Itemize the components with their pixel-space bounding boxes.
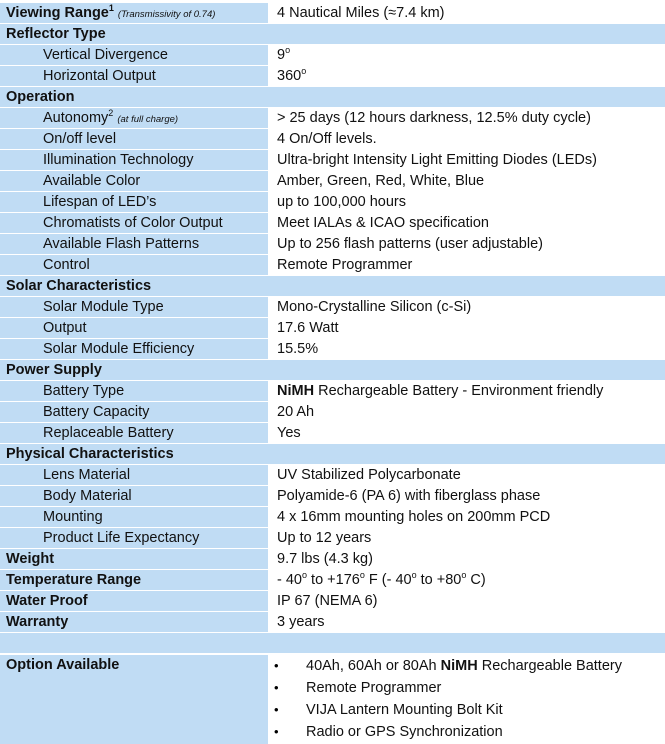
body-material-row: Body Material Polyamide-6 (PA 6) with fiberglass phase [0, 486, 665, 506]
lifespan-row: Lifespan of LED’s up to 100,000 hours [0, 192, 665, 212]
bullet-icon: • [274, 724, 279, 739]
horizontal-output-row: Horizontal Output 360$^o$ [0, 66, 665, 86]
section-solar-characteristics: Solar Characteristics [0, 276, 665, 296]
autonomy-row: Autonomy$^2$ (at full charge) > 25 days (12 hours darkness, 12.5% duty cycle) [0, 108, 665, 128]
solar-module-type-row: Solar Module Type Mono-Crystalline Silicon (c-Si) [0, 297, 665, 317]
bullet-icon: • [274, 680, 279, 695]
bullet-icon: • [274, 702, 279, 717]
control-row: Control Remote Programmer [0, 255, 665, 275]
chromatists-row: Chromatists of Color Output Meet IALAs & ICAO specification [0, 213, 665, 233]
available-color-row: Available Color Amber, Green, Red, White, Blue [0, 171, 665, 191]
illumination-technology-row: Illumination Technology Ultra-bright Intensity Light Emitting Diodes (LEDs) [0, 150, 665, 170]
option-item: • Remote Programmer [274, 680, 442, 696]
product-life-row: Product Life Expectancy Up to 12 years [0, 528, 665, 548]
lens-material-row: Lens Material UV Stabilized Polycarbonate [0, 465, 665, 485]
weight-row: Weight 9.7 lbs (4.3 kg) [0, 549, 665, 569]
option-item: • 40Ah, 60Ah or 80Ah NiMH Rechargeable Battery [274, 658, 622, 674]
spacer-band [0, 633, 665, 653]
viewing-range-label: Viewing Range [6, 5, 109, 21]
solar-efficiency-row: Solar Module Efficiency 15.5% [0, 339, 665, 359]
option-item: • Radio or GPS Synchronization [274, 724, 503, 740]
battery-capacity-row: Battery Capacity 20 Ah [0, 402, 665, 422]
onoff-level-row: On/off level 4 On/Off levels. [0, 129, 665, 149]
transmissivity-note: (Transmissivity of 0.74) [117, 9, 216, 20]
vertical-divergence-row: Vertical Divergence 9$^o$ [0, 45, 665, 65]
temperature-range-row: Temperature Range - 40$^o$ to $+176^o$ F (- 40$^o$ to $+80^o$ C) [0, 570, 665, 590]
viewing-range-value: 4 Nautical Miles (≈7.4 km) [277, 5, 445, 21]
temperature-value: - 40$^o$ to $+176^o$ F (- 40$^o$ to $+80^o$ C) [277, 570, 486, 588]
viewing-range-row: Viewing Range$^1$ (Transmissivity of 0.74) 4 Nautical Miles (≈7.4 km) [0, 3, 665, 23]
warranty-row: Warranty 3 years [0, 612, 665, 632]
bullet-icon: • [274, 658, 279, 673]
section-power-supply: Power Supply [0, 360, 665, 380]
section-physical-characteristics: Physical Characteristics [0, 444, 665, 464]
mounting-row: Mounting 4 x 16mm mounting holes on 200mm PCD [0, 507, 665, 527]
output-row: Output 17.6 Watt [0, 318, 665, 338]
battery-type-row: Battery Type NiMH Rechargeable Battery - Environment friendly [0, 381, 665, 401]
replaceable-battery-row: Replaceable Battery Yes [0, 423, 665, 443]
options-row: Option Available • 40Ah, 60Ah or 80Ah NiMH Rechargeable Battery • Remote Programmer • VIJA Lantern Mounting Bolt Kit • Radio or GPS Synchronization [0, 655, 665, 744]
flash-patterns-row: Available Flash Patterns Up to 256 flash patterns (user adjustable) [0, 234, 665, 254]
option-item: • VIJA Lantern Mounting Bolt Kit [274, 702, 503, 718]
section-reflector-type: Reflector Type [0, 24, 665, 44]
section-operation: Operation [0, 87, 665, 107]
water-proof-row: Water Proof IP 67 (NEMA 6) [0, 591, 665, 611]
